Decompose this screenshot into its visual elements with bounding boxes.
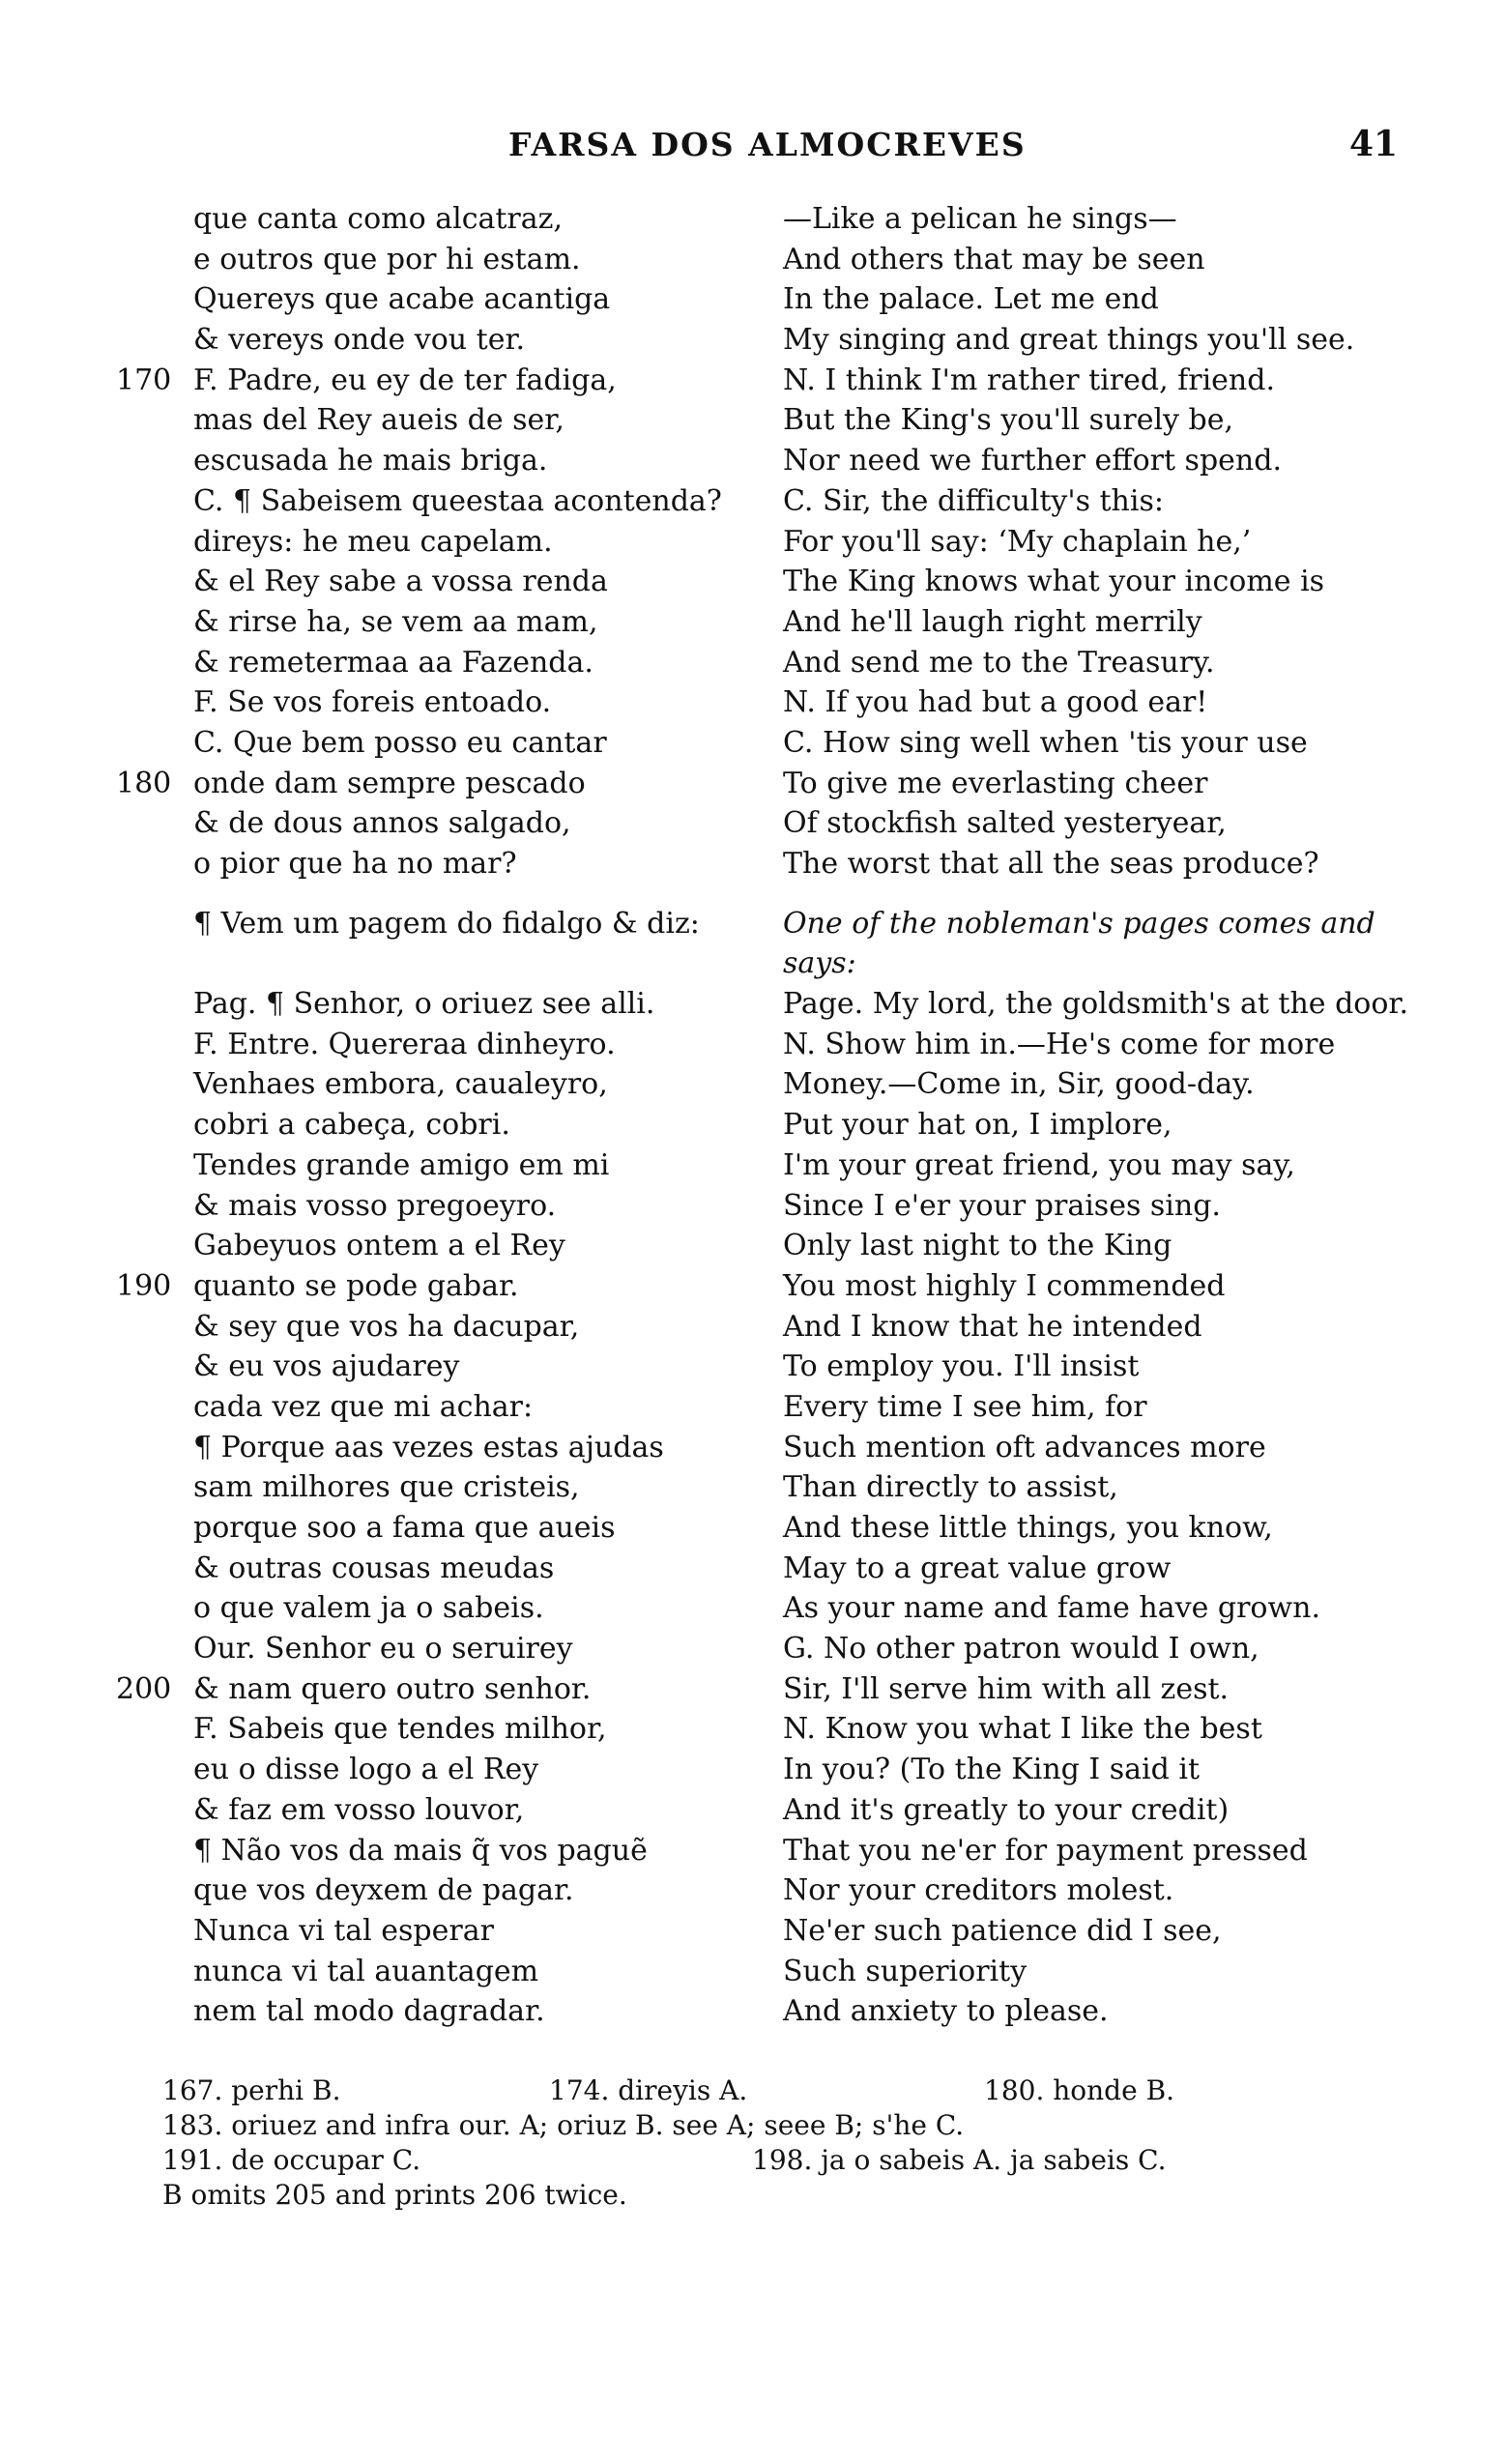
- stanza-gap: [764, 884, 1440, 904]
- verse-line: [116, 1387, 754, 1428]
- translation-text: Ne'er such patience did I see,: [783, 1913, 1222, 1948]
- verse-line: [116, 1064, 754, 1105]
- verse-text: F. Padre, eu ey de ter fadiga,: [193, 362, 617, 397]
- verse-text: & vereys onde vou ter.: [193, 323, 526, 358]
- translation-text: As your name and fame have grown.: [783, 1591, 1321, 1626]
- verse-text: cada vez que mi achar:: [193, 1389, 534, 1424]
- verse-line: [116, 904, 754, 944]
- translation-line: [764, 904, 1440, 944]
- translation-line: [764, 400, 1440, 441]
- note: 180. honde B.: [984, 2074, 1175, 2106]
- verse-line: [116, 279, 754, 320]
- verse-line: [116, 1588, 754, 1629]
- translation-text: For you'll say: ‘My chaplain he,’: [783, 524, 1252, 559]
- translation-text: And I know that he intended: [783, 1309, 1202, 1344]
- translation-text: And send me to the Treasury.: [783, 645, 1215, 680]
- translation-line: [764, 279, 1440, 320]
- translation-text: Such mention oft advances more: [783, 1430, 1266, 1464]
- verse-line: [116, 1428, 754, 1468]
- translation-line: [764, 1991, 1440, 2032]
- translation-text: N. Show him in.—He's come for more: [783, 1027, 1336, 1061]
- translation-line: [764, 1226, 1440, 1266]
- translation-text: C. Sir, the difficulty's this:: [783, 483, 1164, 518]
- translation-text: Such superiority: [783, 1954, 1027, 1988]
- verse-line: [116, 1669, 754, 1710]
- verse-text: nem tal modo dagradar.: [193, 1994, 545, 2029]
- verse-line: [116, 199, 754, 240]
- translation-line: [764, 361, 1440, 401]
- verse-text: Pag. ¶ Senhor, o oriuez see alli.: [193, 987, 655, 1022]
- verse-line: [116, 1025, 754, 1065]
- verse-text: & sey que vos ha dacupar,: [193, 1309, 580, 1344]
- translation-line: [764, 240, 1440, 280]
- translation-text: To employ you. I'll insist: [783, 1349, 1140, 1384]
- verse-text: ¶ Porque aas vezes estas ajudas: [193, 1430, 664, 1464]
- translation-text: And these little things, you know,: [783, 1511, 1273, 1545]
- verse-text: & outras cousas meudas: [193, 1551, 555, 1585]
- translation-text: Nor your creditors molest.: [783, 1873, 1174, 1908]
- translation-line: [764, 1952, 1440, 1992]
- translation-line: [764, 199, 1440, 240]
- verse-text: sam milhores que cristeis,: [193, 1470, 580, 1505]
- translation-text: And anxiety to please.: [783, 1994, 1109, 2029]
- translation-line: [764, 1064, 1440, 1105]
- page-header: [0, 124, 1505, 162]
- translation-line: [764, 1508, 1440, 1549]
- translation-line: [764, 1467, 1440, 1508]
- translation-line: [764, 1347, 1440, 1387]
- verse-line: [116, 1266, 754, 1307]
- verse-text: direys: he meu capelam.: [193, 524, 553, 559]
- translation-text: In you? (To the King I said it: [783, 1753, 1201, 1787]
- note: 198. ja o sabeis A. ja sabeis C.: [752, 2144, 1167, 2176]
- verse-line: [116, 361, 754, 401]
- verse-text: & mais vosso pregoeyro.: [193, 1188, 557, 1223]
- verse-line: [116, 1145, 754, 1186]
- verse-line: [116, 1105, 754, 1145]
- verse-text: & rirse ha, se vem aa mam,: [193, 604, 598, 639]
- translation-text: I'm your great friend, you may say,: [783, 1147, 1295, 1182]
- translation-text: says:: [783, 946, 856, 981]
- translation-line: [764, 643, 1440, 683]
- verse-text: escusada he mais briga.: [193, 444, 548, 478]
- verse-line: [116, 1911, 754, 1952]
- verse-line: [116, 764, 754, 804]
- translation-text: Than directly to assist,: [783, 1470, 1118, 1505]
- translation-line: [764, 1145, 1440, 1186]
- translation-text: Sir, I'll serve him with all zest.: [783, 1671, 1230, 1706]
- verse-text: F. Entre. Quereraa dinheyro.: [193, 1027, 616, 1061]
- verse-line: [116, 1991, 754, 2032]
- translation-line: [764, 1105, 1440, 1145]
- translation-text: N. I think I'm rather tired, friend.: [783, 362, 1275, 397]
- translation-line: [764, 723, 1440, 764]
- verse-text: Venhaes embora, caualeyro,: [193, 1067, 608, 1102]
- verse-text: ¶ Vem um pagem do fidalgo & diz:: [193, 906, 700, 941]
- verse-text: eu o disse logo a el Rey: [193, 1753, 539, 1787]
- translation-text: But the King's you'll surely be,: [783, 403, 1234, 438]
- translation-line: [764, 1790, 1440, 1831]
- verse-text: Quereys que acabe acantiga: [193, 282, 611, 317]
- translation-line: [764, 984, 1440, 1025]
- note-row: [162, 2178, 1380, 2213]
- translation-line: [764, 943, 1440, 984]
- translation-line: [764, 764, 1440, 804]
- translation-text: N. If you had but a good ear!: [783, 685, 1208, 720]
- translation-line: [764, 844, 1440, 884]
- verse-text: Gabeyuos ontem a el Rey: [193, 1229, 565, 1263]
- verse-line: [116, 1952, 754, 1992]
- verse-line: [116, 984, 754, 1025]
- translation-line: [764, 1669, 1440, 1710]
- translation-text: N. Know you what I like the best: [783, 1712, 1262, 1747]
- verse-text: nunca vi tal auantagem: [193, 1954, 539, 1988]
- translation-line: [764, 1588, 1440, 1629]
- verse-text: quanto se pode gabar.: [193, 1268, 519, 1303]
- textual-notes: [162, 2073, 1380, 2213]
- verse-text: C. Que bem posso eu cantar: [193, 725, 607, 760]
- note-row: [162, 2108, 1380, 2143]
- note: 183. oriuez and infra our. A; oriuz B. see A; seee B; s'he C.: [162, 2109, 965, 2141]
- translation-text: To give me everlasting cheer: [783, 766, 1208, 800]
- verse-text: F. Se vos foreis entoado.: [193, 685, 552, 720]
- page-number: 41: [1349, 124, 1399, 164]
- verse-text: Our. Senhor eu o seruirey: [193, 1632, 573, 1667]
- translation-line: [764, 562, 1440, 602]
- portuguese-text-column: [116, 199, 754, 2032]
- translation-line: [764, 1186, 1440, 1227]
- verse-text: Nunca vi tal esperar: [193, 1913, 494, 1948]
- verse-text: o que valem ja o sabeis.: [193, 1591, 544, 1626]
- translation-text: Of stockfish salted yesteryear,: [783, 806, 1227, 841]
- verse-text: F. Sabeis que tendes milhor,: [193, 1712, 607, 1747]
- translation-line: [764, 803, 1440, 844]
- verse-line: [116, 1467, 754, 1508]
- verse-text: cobri a cabeça, cobri.: [193, 1108, 510, 1143]
- translation-line: [764, 682, 1440, 723]
- translation-text: Page. My lord, the goldsmith's at the door.: [783, 987, 1409, 1022]
- verse-line: [116, 803, 754, 844]
- verse-line: [116, 1508, 754, 1549]
- translation-text: You most highly I commended: [783, 1268, 1226, 1303]
- translation-text: Every time I see him, for: [783, 1389, 1147, 1424]
- translation-text: C. How sing well when 'tis your use: [783, 725, 1308, 760]
- verse-text: o pior que ha no mar?: [193, 847, 517, 881]
- translation-line: [764, 441, 1440, 481]
- english-translation-column: [764, 199, 1440, 2032]
- verse-text: porque soo a fama que aueis: [193, 1511, 616, 1545]
- verse-line: [116, 602, 754, 643]
- verse-text: & nam quero outro senhor.: [193, 1671, 592, 1706]
- verse-line: [116, 943, 754, 984]
- verse-line: [116, 723, 754, 764]
- translation-text: Since I e'er your praises sing.: [783, 1188, 1221, 1223]
- verse-line: [116, 562, 754, 602]
- line-number: 200: [116, 1671, 172, 1706]
- verse-line: [116, 1790, 754, 1831]
- verse-text: & de dous annos salgado,: [193, 806, 571, 841]
- translation-line: [764, 1428, 1440, 1468]
- note: 191. de occupar C.: [162, 2144, 421, 2176]
- verse-text: & eu vos ajudarey: [193, 1349, 460, 1384]
- verse-text: & remetermaa aa Fazenda.: [193, 645, 593, 680]
- translation-line: [764, 1750, 1440, 1790]
- verse-text: e outros que por hi estam.: [193, 242, 581, 276]
- translation-line: [764, 1870, 1440, 1911]
- translation-text: Money.—Come in, Sir, good-day.: [783, 1067, 1255, 1102]
- verse-text: mas del Rey aueis de ser,: [193, 403, 564, 438]
- verse-line: [116, 1226, 754, 1266]
- translation-text: And it's greatly to your credit): [783, 1792, 1230, 1827]
- translation-text: G. No other patron would I own,: [783, 1632, 1259, 1667]
- running-title: FARSA DOS ALMOCREVES: [508, 126, 1027, 163]
- verse-line: [116, 1831, 754, 1871]
- verse-line: [116, 1750, 754, 1790]
- translation-text: That you ne'er for payment pressed: [783, 1833, 1308, 1868]
- translation-text: Put your hat on, I implore,: [783, 1108, 1172, 1143]
- verse-text: & el Rey sabe a vossa renda: [193, 565, 608, 599]
- translation-line: [764, 1025, 1440, 1065]
- translation-line: [764, 1387, 1440, 1428]
- translation-text: And others that may be seen: [783, 242, 1205, 276]
- verse-text: ¶ Não vos da mais q̃ vos paguẽ: [193, 1833, 648, 1868]
- translation-text: And he'll laugh right merrily: [783, 604, 1202, 639]
- translation-line: [764, 1307, 1440, 1348]
- verse-line: [116, 1307, 754, 1348]
- note-row: [162, 2143, 1380, 2178]
- translation-text: Only last night to the King: [783, 1229, 1172, 1263]
- line-number: 190: [116, 1268, 172, 1303]
- verse-line: [116, 643, 754, 683]
- translation-line: [764, 1266, 1440, 1307]
- verse-line: [116, 441, 754, 481]
- line-number: 180: [116, 766, 172, 800]
- translation-line: [764, 1549, 1440, 1589]
- verse-line: [116, 400, 754, 441]
- verse-line: [116, 1870, 754, 1911]
- verse-line: [116, 682, 754, 723]
- verse-text: Tendes grande amigo em mi: [193, 1147, 610, 1182]
- verse-line: [116, 320, 754, 361]
- verse-text: que canta como alcatraz,: [193, 202, 564, 236]
- translation-text: My singing and great things you'll see.: [783, 323, 1355, 358]
- note: B omits 205 and prints 206 twice.: [162, 2179, 627, 2211]
- translation-line: [764, 522, 1440, 563]
- stanza-gap: [116, 884, 754, 904]
- verse-line: [116, 844, 754, 884]
- translation-text: One of the nobleman's pages comes and: [783, 906, 1375, 941]
- translation-text: In the palace. Let me end: [783, 282, 1159, 317]
- verse-text: onde dam sempre pescado: [193, 766, 586, 800]
- verse-text: C. ¶ Sabeisem queestaa acontenda?: [193, 483, 722, 518]
- verse-line: [116, 1549, 754, 1589]
- translation-text: Nor need we further effort spend.: [783, 444, 1282, 478]
- translation-line: [764, 1629, 1440, 1669]
- translation-line: [764, 1911, 1440, 1952]
- translation-line: [764, 1831, 1440, 1871]
- note: 167. perhi B.: [162, 2074, 341, 2106]
- translation-line: [764, 481, 1440, 522]
- note: 174. direyis A.: [549, 2074, 748, 2106]
- verse-line: [116, 522, 754, 563]
- translation-text: The King knows what your income is: [783, 565, 1325, 599]
- verse-line: [116, 1347, 754, 1387]
- translation-line: [764, 320, 1440, 361]
- line-number: 170: [116, 362, 172, 397]
- verse-line: [116, 1186, 754, 1227]
- verse-line: [116, 240, 754, 280]
- verse-line: [116, 1629, 754, 1669]
- verse-text: & faz em vosso louvor,: [193, 1792, 525, 1827]
- translation-text: May to a great value grow: [783, 1551, 1172, 1585]
- verse-line: [116, 481, 754, 522]
- translation-line: [764, 1709, 1440, 1750]
- translation-text: The worst that all the seas produce?: [783, 847, 1319, 881]
- verse-text: que vos deyxem de pagar.: [193, 1873, 574, 1908]
- note-row: [162, 2073, 1380, 2108]
- verse-line: [116, 1709, 754, 1750]
- translation-line: [764, 602, 1440, 643]
- translation-text: —Like a pelican he sings—: [783, 202, 1177, 236]
